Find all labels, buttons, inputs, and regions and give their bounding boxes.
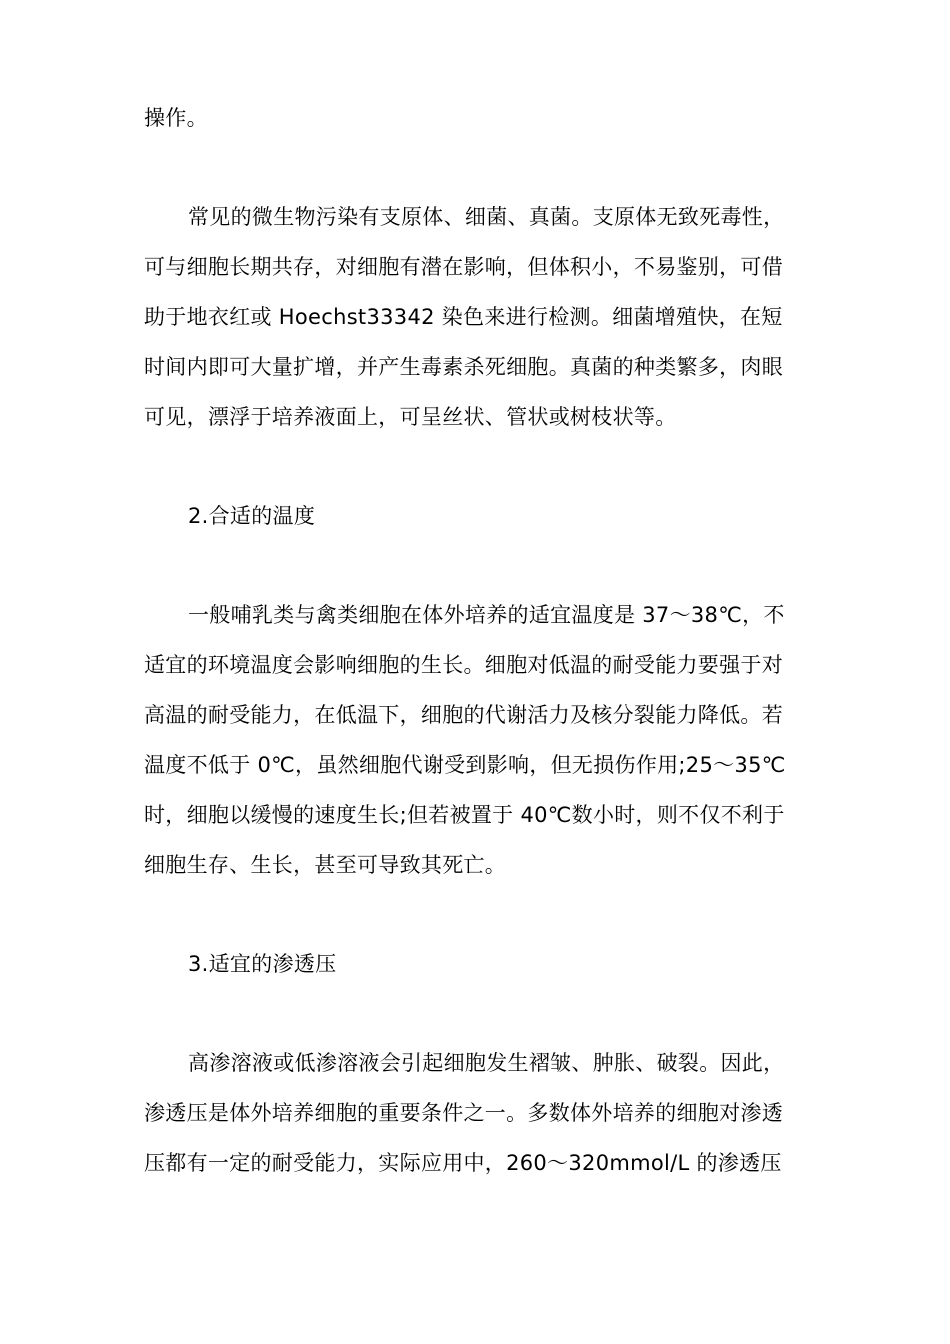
intro-tail-text: 操作。 — [144, 106, 208, 130]
paragraph-osmotic-line-2: 渗透压是体外培养细胞的重要条件之一。多数体外培养的细胞对渗透 — [144, 1101, 783, 1125]
heading-temperature: 2.合适的温度 — [188, 504, 316, 528]
paragraph-osmotic-line-3: 压都有一定的耐受能力，实际应用中，260～320mmol/L 的渗透压 — [144, 1151, 782, 1175]
paragraph-osmotic-line-1: 高渗溶液或低渗溶液会引起细胞发生褶皱、肿胀、破裂。因此， — [188, 1051, 785, 1075]
paragraph-temperature-line-3: 高温的耐受能力，在低温下，细胞的代谢活力及核分裂能力降低。若 — [144, 703, 783, 727]
paragraph-microbe-line-4: 时间内即可大量扩增，并产生毒素杀死细胞。真菌的种类繁多，肉眼 — [144, 355, 783, 379]
paragraph-temperature-line-6: 细胞生存、生长，甚至可导致其死亡。 — [144, 853, 507, 877]
heading-osmotic: 3.适宜的渗透压 — [188, 952, 337, 976]
paragraph-temperature-line-4: 温度不低于 0℃，虽然细胞代谢受到影响，但无损伤作用;25～35℃ — [144, 753, 786, 777]
paragraph-microbe-line-2: 可与细胞长期共存，对细胞有潜在影响，但体积小，不易鉴别，可借 — [144, 255, 783, 279]
paragraph-temperature-line-2: 适宜的环境温度会影响细胞的生长。细胞对低温的耐受能力要强于对 — [144, 653, 783, 677]
paragraph-temperature-line-1: 一般哺乳类与禽类细胞在体外培养的适宜温度是 37～38℃，不 — [188, 603, 785, 627]
paragraph-temperature-line-5: 时，细胞以缓慢的速度生长;但若被置于 40℃数小时，则不仅不利于 — [144, 803, 785, 827]
paragraph-microbe-line-5: 可见，漂浮于培养液面上，可呈丝状、管状或树枝状等。 — [144, 405, 677, 429]
paragraph-microbe-line-3: 助于地衣红或 Hoechst33342 染色来进行检测。细菌增殖快，在短 — [144, 305, 783, 329]
paragraph-microbe-line-1: 常见的微生物污染有支原体、细菌、真菌。支原体无致死毒性， — [188, 205, 785, 229]
